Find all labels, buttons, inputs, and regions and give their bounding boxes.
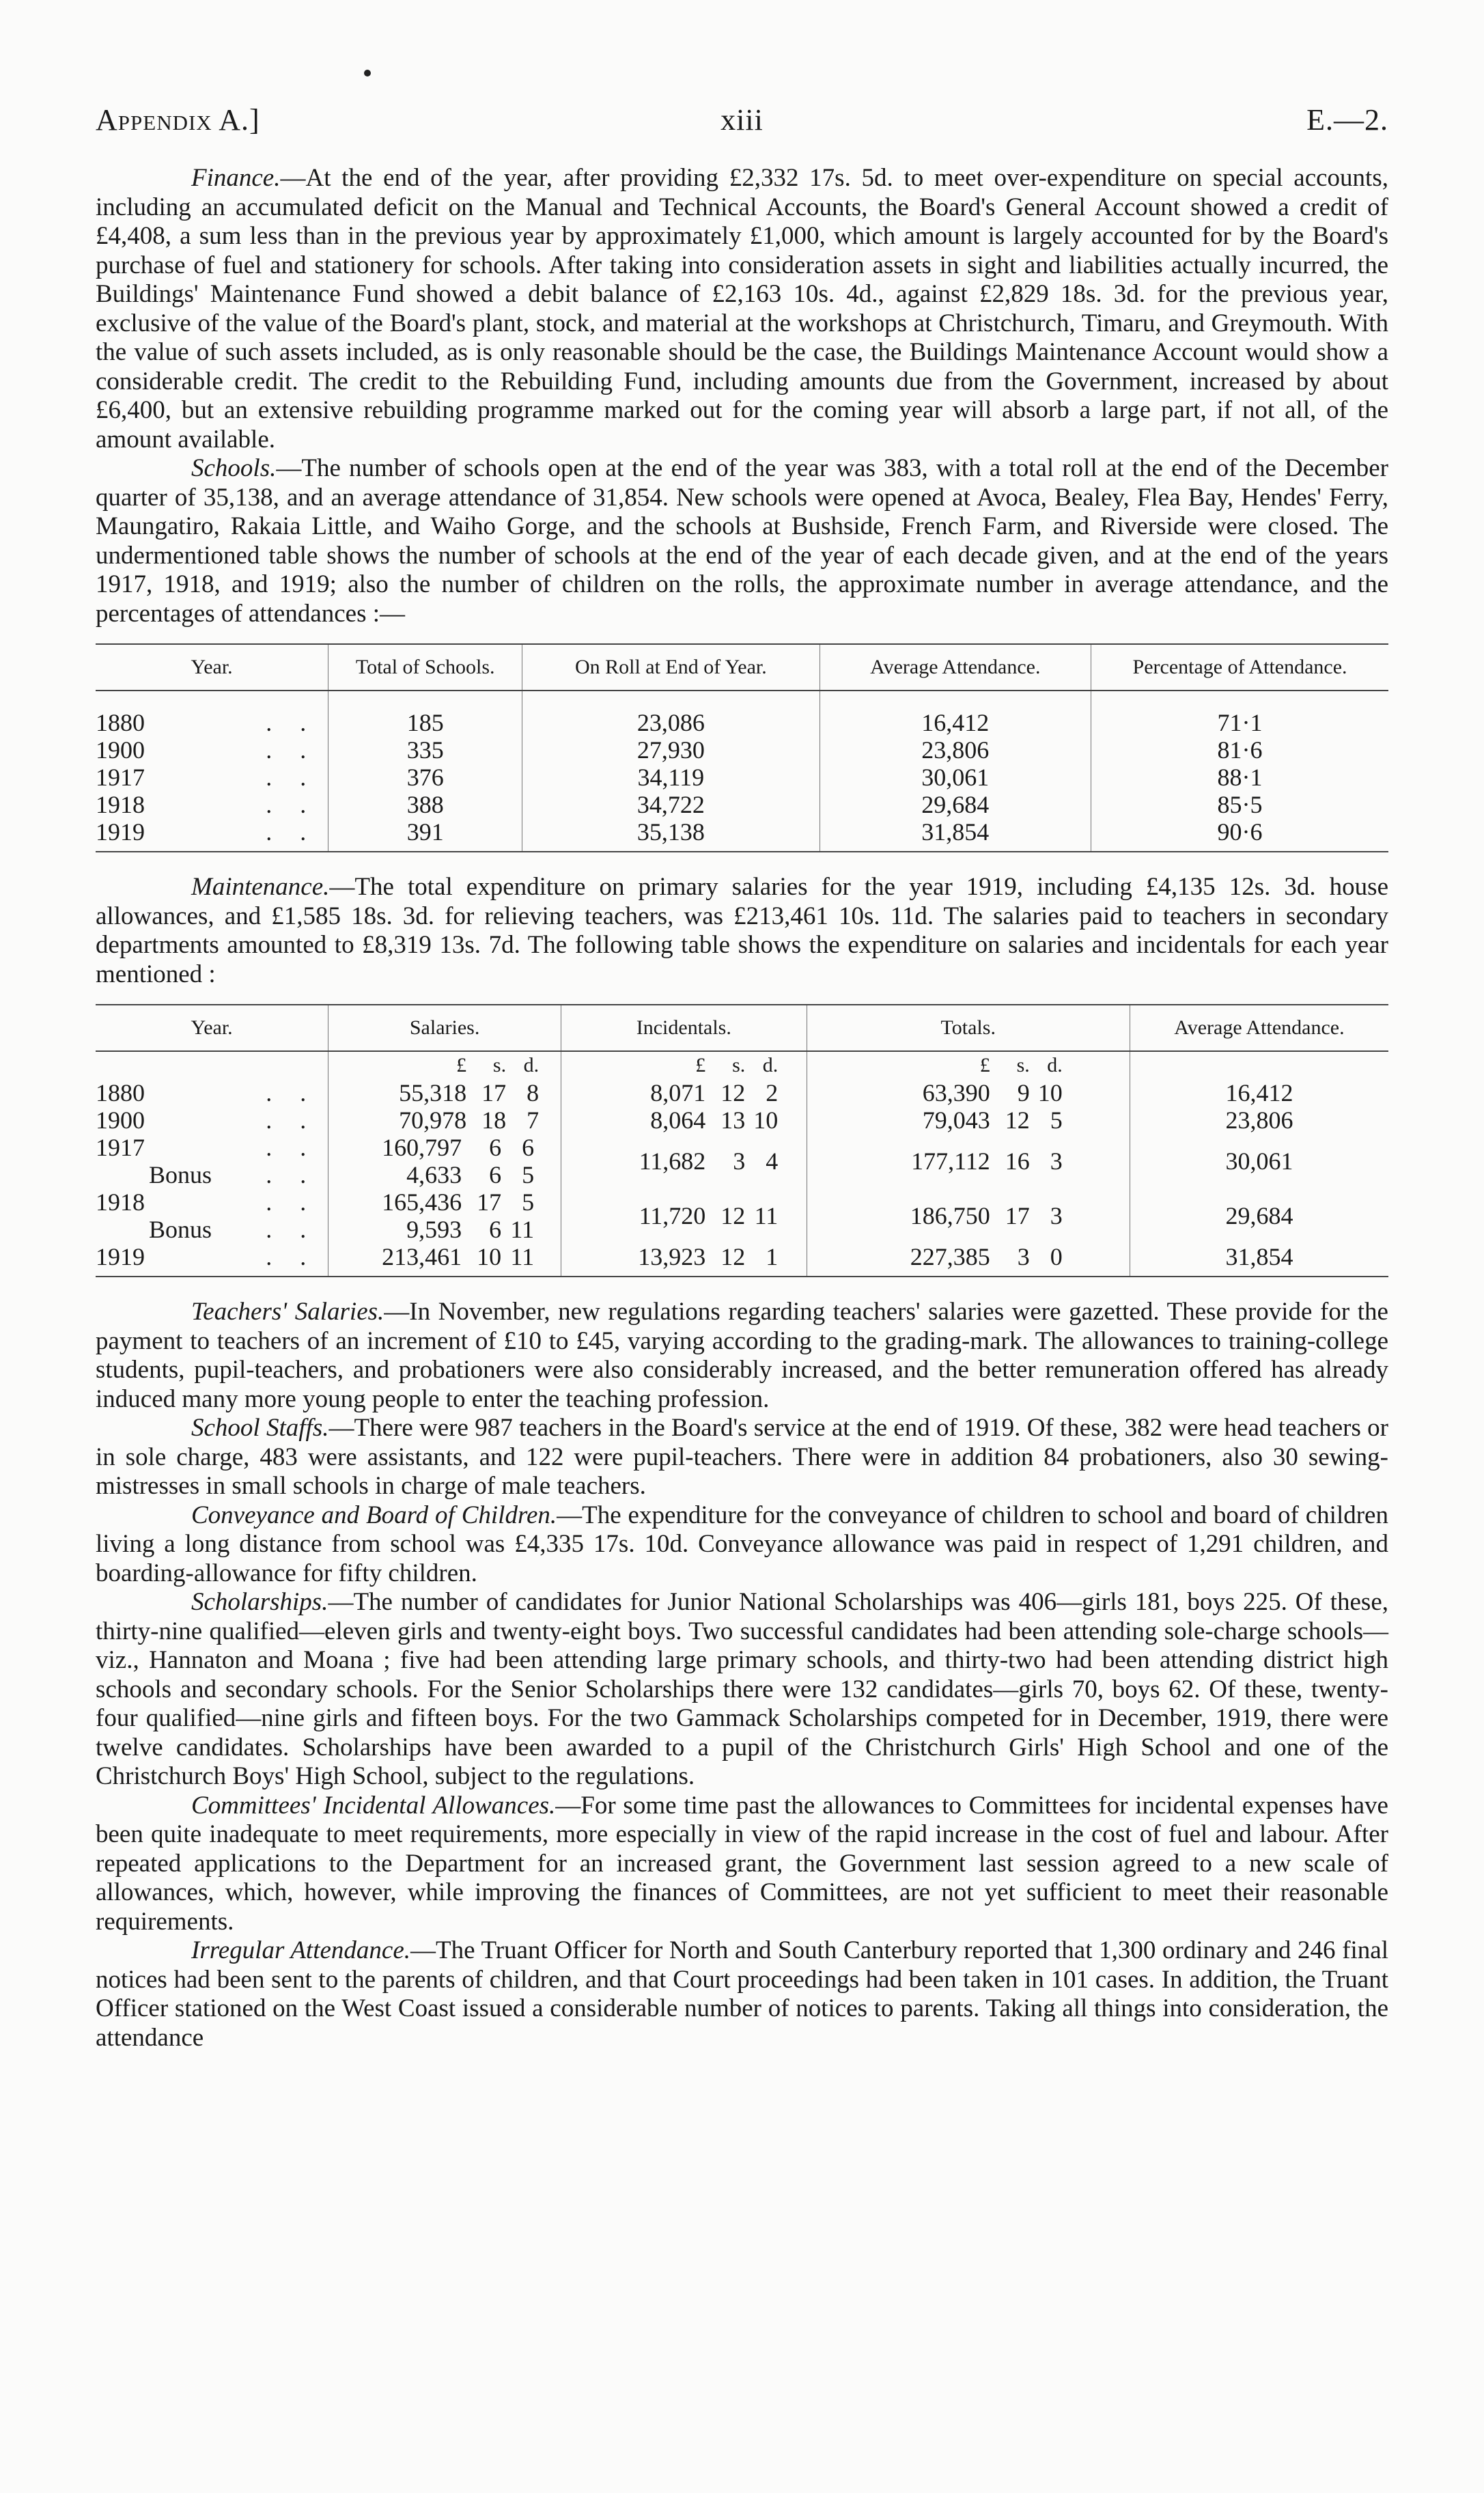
school-staffs-text: —There were 987 teachers in the Board's service at the end of 1919. Of these, 382 were head teachers or in sole charge, 483 were assistants, and 122 were pupil-teachers. There were in addition 84 probationers, also 30 sewing-mistresses in small schools in charge of male teachers. — [96, 1414, 1388, 1500]
col-percentage: Percentage of Attendance. — [1091, 644, 1388, 691]
committees-heading: Committees' Incidental Allowances. — [191, 1791, 556, 1820]
salaries-cell: 213,461 10 11 — [328, 1243, 561, 1277]
col-salaries: Salaries. — [328, 1005, 561, 1051]
salaries-cell: 165,436 17 5 — [328, 1188, 561, 1216]
irregular-attendance-paragraph — [96, 1936, 1388, 2052]
col-average-attendance: Average Attendance. — [1130, 1005, 1388, 1051]
table-row — [96, 1106, 1388, 1134]
attendance-cell: 16,412 — [820, 709, 1091, 736]
conveyance-paragraph — [96, 1501, 1388, 1589]
totals-cell: 177,112 16 3 — [807, 1134, 1130, 1188]
expenditure-table-header — [96, 1005, 1388, 1051]
table-row — [96, 764, 1388, 791]
incidentals-cell: 13,923 12 1 — [561, 1243, 807, 1277]
table-row — [96, 1188, 1388, 1216]
committees-text: —For some time past the allowances to Committees for incidental expenses have been quite inadequate to meet requirements, more especially in view of the rapid increase in the cost of fuel and labour. After repeated applications to the Department for an increased grant, the Government last session agreed to a new scale of allowances, which, however, while improving the finances of Committees, are not yet sufficient to meet their reasonable requirements. — [96, 1791, 1388, 1936]
attendance-cell: 29,684 — [1130, 1188, 1388, 1243]
col-incidentals: Incidentals. — [561, 1005, 807, 1051]
scholarships-text: —The number of candidates for Junior National Scholarships was 406—girls 181, boys 225. Of these, thirty-nine qualified—eleven girls and twenty-eight boys. Two successful candidates had been attending sole-charge schools—viz., Hannaton and Moana ; five had been attending large primary schools, and thirty-two had been attending district high schools and secondary schools. For the Senior Scholarships there were 132 candidates—girls 70, boys 62. Of these, twenty-four qualified—nine girls and fifteen boys. For the two Gammack Scholarships competed for in December, 1919, there were twelve candidates. Scholarships have been awarded to a pupil of the Christchurch Girls' High School and one of the Christchurch Boys' High School, subject to the regulations. — [96, 1588, 1388, 1790]
schools-cell: 335 — [328, 736, 522, 764]
incidentals-cell: 8,064 13 10 — [561, 1106, 807, 1134]
salaries-cell: 55,318 17 8 — [328, 1079, 561, 1106]
col-year: Year. — [96, 644, 328, 691]
salaries-cell: 70,978 18 7 — [328, 1106, 561, 1134]
attendance-cell: 16,412 — [1130, 1079, 1388, 1106]
expenditure-table — [96, 1004, 1388, 1277]
schools-heading: Schools. — [191, 454, 277, 482]
conveyance-text: —The expenditure for the conveyance of children to school and board of children living a long distance from school was £4,335 17s. 10d. Conveyance allowance was paid in respect of 1,291 children, and boarding-allowance for fifty children. — [96, 1501, 1388, 1587]
finance-paragraph — [96, 164, 1388, 454]
year-cell: 1918 . . — [96, 1188, 318, 1216]
finance-heading: Finance. — [191, 164, 281, 192]
bonus-label-cell: Bonus . . — [149, 1216, 318, 1243]
attendance-cell: 23,806 — [820, 736, 1091, 764]
attendance-cell: 31,854 — [820, 818, 1091, 852]
percentage-cell: 85·5 — [1091, 791, 1388, 818]
incidentals-cell: 8,071 12 2 — [561, 1079, 807, 1106]
table-row — [96, 736, 1388, 764]
schools-paragraph — [96, 454, 1388, 628]
schools-text: —The number of schools open at the end of the year was 383, with a total roll at the end of the December quarter of 35,138, and an average attendance of 31,854. New schools were opened at Avoca, Bealey, Flea Bay, Hendes' Ferry, Maungatiro, Rakaia Little, and Waiho Gorge, and the schools at Bushside, French Farm, and Riverside were closed. The undermentioned table shows the number of schools at the end of the year of each decade given, and at the end of the years 1917, 1918, and 1919; also the number of children on the rolls, the approximate number in average attendance, and the percentages of attendances :— — [96, 454, 1388, 628]
committees-paragraph — [96, 1792, 1388, 1937]
totals-cell: 63,390 9 10 — [807, 1079, 1130, 1106]
teachers-salaries-paragraph — [96, 1298, 1388, 1414]
year-cell: 1880 . . — [96, 709, 318, 736]
year-cell: 1880 . . — [96, 1079, 318, 1106]
teachers-salaries-text: —In November, new regulations regarding teachers' salaries were gazetted. These provide for the payment to teachers of an increment of £10 to £45, varying according to the grading-mark. The allowances to training-college students, pupil-teachers, and probationers were also considerably increased, and the better remuneration offered has already induced many more young people to enter the teaching profession. — [96, 1298, 1388, 1413]
schools-cell: 185 — [328, 709, 522, 736]
document-page — [96, 68, 1388, 2052]
col-average-attendance: Average Attendance. — [820, 644, 1091, 691]
col-on-roll: On Roll at End of Year. — [522, 644, 820, 691]
year-cell: 1919 . . — [96, 818, 328, 852]
year-cell: 1918 . . — [96, 791, 318, 818]
header-page-number: xiii — [720, 103, 764, 137]
scholarships-paragraph — [96, 1588, 1388, 1792]
header-reference: E.—2. — [1306, 103, 1388, 137]
table-row — [96, 1134, 1388, 1161]
bonus-cell: 4,633 6 5 — [328, 1161, 561, 1188]
page-header — [96, 102, 1388, 164]
teachers-salaries-heading: Teachers' Salaries. — [191, 1298, 384, 1326]
table-row — [96, 709, 1388, 736]
schools-table-header — [96, 644, 1388, 691]
totals-cell: 186,750 17 3 — [807, 1188, 1130, 1243]
year-cell: 1900 . . — [96, 736, 318, 764]
roll-cell: 34,119 — [522, 764, 820, 791]
schools-cell: 376 — [328, 764, 522, 791]
totals-cell: 227,385 3 0 — [807, 1243, 1130, 1277]
percentage-cell: 88·1 — [1091, 764, 1388, 791]
year-cell: 1917 . . — [96, 1134, 318, 1161]
units-row: £ s. d. £ s. d. £ s. d. — [96, 1051, 1388, 1079]
bonus-cell: 9,593 6 11 — [328, 1216, 561, 1243]
roll-cell: 23,086 — [522, 709, 820, 736]
schools-table — [96, 643, 1388, 852]
attendance-cell: 29,684 — [820, 791, 1091, 818]
roll-cell: 34,722 — [522, 791, 820, 818]
attendance-cell: 30,061 — [1130, 1134, 1388, 1188]
scholarships-heading: Scholarships. — [191, 1588, 328, 1616]
maintenance-text: —The total expenditure on primary salaries for the year 1919, including £4,135 12s. 3d. house allowances, and £1,585 18s. 3d. for relieving teachers, was £213,461 10s. 11d. The salaries paid to teachers in secondary departments amounted to £8,319 13s. 7d. The following table shows the expenditure on salaries and incidentals for each year mentioned : — [96, 873, 1388, 988]
percentage-cell: 90·6 — [1091, 818, 1388, 852]
roll-cell: 35,138 — [522, 818, 820, 852]
totals-cell: 79,043 12 5 — [807, 1106, 1130, 1134]
col-total-schools: Total of Schools. — [328, 644, 522, 691]
table-row — [96, 1243, 1388, 1277]
maintenance-paragraph — [96, 873, 1388, 989]
finance-text: —At the end of the year, after providing £2,332 17s. 5d. to meet over-expenditure on special accounts, including an accumulated deficit on the Manual and Technical Accounts, the Board's General Account showed a credit of £4,408, a sum less than in the previous year by approximately £1,000, which amount is largely accounted for by the Board's purchase of fuel and stationery for schools. After taking into consideration assets in sight and liabilities actually incurred, the Buildings' Maintenance Fund showed a debit balance of £2,163 10s. 4d., against £2,829 18s. 3d. for the previous year, exclusive of the value of the Board's plant, stock, and material at the workshops at Christchurch, Timaru, and Greymouth. With the value of such assets included, as is only reasonable should be the case, the Buildings Maintenance Account would show a considerable credit. The credit to the Rebuilding Fund, including amounts due from the Government, increased by about £6,400, but an extensive rebuilding programme marked out for the coming year will absorb a large part, if not all, of the amount available. — [96, 164, 1388, 454]
col-year: Year. — [96, 1005, 328, 1051]
school-staffs-heading: School Staffs. — [191, 1414, 329, 1442]
salaries-cell: 160,797 6 6 — [328, 1134, 561, 1161]
roll-cell: 27,930 — [522, 736, 820, 764]
year-cell: 1917 . . — [96, 764, 318, 791]
incidentals-cell: 11,682 3 4 — [561, 1134, 807, 1188]
col-totals: Totals. — [807, 1005, 1130, 1051]
incidentals-cell: 11,720 12 11 — [561, 1188, 807, 1243]
attendance-cell: 31,854 — [1130, 1243, 1388, 1277]
table-row — [96, 818, 1388, 852]
table-row — [96, 791, 1388, 818]
maintenance-heading: Maintenance. — [191, 873, 330, 901]
header-appendix: Appendix A.] — [96, 103, 260, 137]
year-cell: 1900 . . — [96, 1106, 318, 1134]
percentage-cell: 81·6 — [1091, 736, 1388, 764]
conveyance-heading: Conveyance and Board of Children. — [191, 1501, 557, 1529]
irregular-attendance-text: —The Truant Officer for North and South Canterbury reported that 1,300 ordinary and 246 final notices had been sent to the parents of children, and that Court proceedings had been taken in 101 cases. In addition, the Truant Officer stationed on the West Coast issued a considerable number of notices to parents. Taking all things into consideration, the attendance — [96, 1936, 1389, 2052]
school-staffs-paragraph — [96, 1414, 1388, 1501]
percentage-cell: 71·1 — [1091, 709, 1388, 736]
schools-cell: 391 — [328, 818, 522, 852]
irregular-attendance-heading: Irregular Attendance. — [191, 1936, 410, 1964]
attendance-cell: 30,061 — [820, 764, 1091, 791]
bonus-label-cell: Bonus . . — [149, 1161, 318, 1188]
year-cell: 1919 . . — [96, 1243, 328, 1277]
attendance-cell: 23,806 — [1130, 1106, 1388, 1134]
schools-cell: 388 — [328, 791, 522, 818]
table-row — [96, 1079, 1388, 1106]
